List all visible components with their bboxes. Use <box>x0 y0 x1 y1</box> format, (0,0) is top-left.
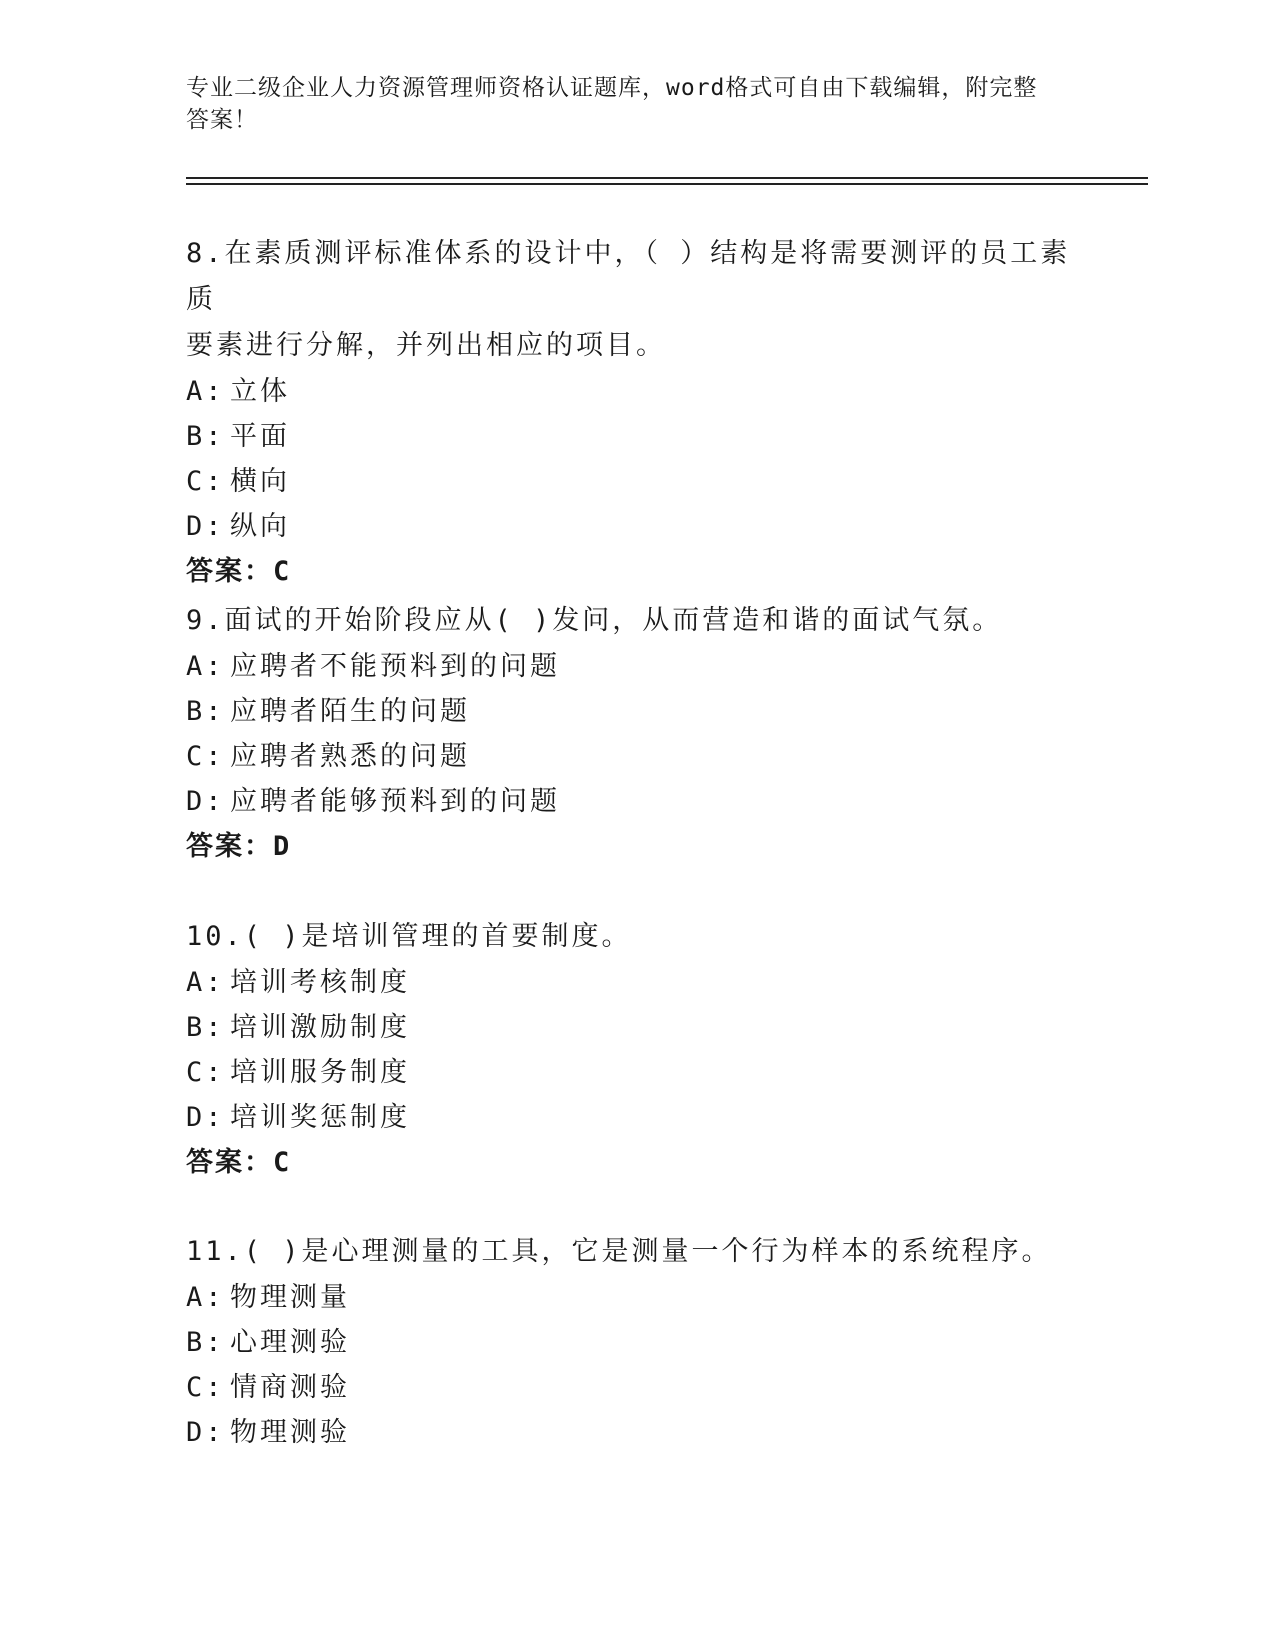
option-letter: C: <box>186 1372 225 1403</box>
option-text: 应聘者能够预料到的问题 <box>230 786 560 817</box>
option-text: 应聘者熟悉的问题 <box>230 741 470 772</box>
option-c <box>186 459 1086 504</box>
option-text: 培训激励制度 <box>230 1012 410 1043</box>
question-10 <box>186 914 1086 1186</box>
option-c <box>186 734 1086 779</box>
option-letter: B: <box>186 1327 225 1358</box>
option-letter: B: <box>186 421 225 452</box>
option-letter: D: <box>186 1102 225 1133</box>
option-d <box>186 504 1086 549</box>
option-letter: A: <box>186 651 225 682</box>
question-11 <box>186 1229 1086 1455</box>
option-a <box>186 369 1086 414</box>
option-letter: C: <box>186 466 225 497</box>
option-b <box>186 414 1086 459</box>
option-text: 横向 <box>230 466 290 497</box>
option-text: 培训奖惩制度 <box>230 1102 410 1133</box>
header-line-1: 专业二级企业人力资源管理师资格认证题库，word格式可自由下载编辑，附完整 <box>186 75 1038 101</box>
answer: 答案：D <box>186 831 292 862</box>
option-b <box>186 689 1086 734</box>
answer: 答案：C <box>186 556 292 587</box>
option-letter: D: <box>186 511 225 542</box>
question-stem: 11.( )是心理测量的工具，它是测量一个行为样本的系统程序。 <box>186 1236 1052 1267</box>
option-letter: D: <box>186 786 225 817</box>
option-c <box>186 1050 1086 1095</box>
option-letter: B: <box>186 1012 225 1043</box>
option-a <box>186 1275 1086 1320</box>
option-a <box>186 960 1086 1005</box>
option-text: 培训考核制度 <box>230 967 410 998</box>
option-b <box>186 1005 1086 1050</box>
answer: 答案：C <box>186 1147 292 1178</box>
option-letter: A: <box>186 1282 225 1313</box>
question-stem: 9.面试的开始阶段应从( )发问，从而营造和谐的面试气氛。 <box>186 605 1003 636</box>
header-divider-top <box>186 177 1148 179</box>
option-letter: D: <box>186 1417 225 1448</box>
option-d <box>186 1410 1086 1455</box>
option-text: 应聘者陌生的问题 <box>230 696 470 727</box>
option-text: 平面 <box>230 421 290 452</box>
question-stem-continued: 要素进行分解，并列出相应的项目。 <box>186 330 666 361</box>
option-b <box>186 1320 1086 1365</box>
header-line-2: 答案！ <box>186 107 258 133</box>
option-letter: A: <box>186 376 225 407</box>
option-text: 立体 <box>230 376 290 407</box>
option-a <box>186 644 1086 689</box>
option-d <box>186 1095 1086 1140</box>
option-text: 情商测验 <box>230 1372 350 1403</box>
option-text: 心理测验 <box>230 1327 350 1358</box>
header-divider-bottom <box>186 183 1148 185</box>
option-text: 培训服务制度 <box>230 1057 410 1088</box>
option-d <box>186 779 1086 824</box>
option-c <box>186 1365 1086 1410</box>
question-8 <box>186 231 1086 595</box>
option-text: 物理测量 <box>230 1282 350 1313</box>
question-9 <box>186 598 1086 870</box>
option-letter: A: <box>186 967 225 998</box>
option-text: 物理测验 <box>230 1417 350 1448</box>
option-letter: B: <box>186 696 225 727</box>
question-stem: 10.( )是培训管理的首要制度。 <box>186 921 632 952</box>
option-text: 纵向 <box>230 511 290 542</box>
document-header <box>186 72 1066 136</box>
option-text: 应聘者不能预料到的问题 <box>230 651 560 682</box>
question-stem: 8.在素质测评标准体系的设计中，（ ）结构是将需要测评的员工素质 <box>186 238 1071 315</box>
option-letter: C: <box>186 1057 225 1088</box>
option-letter: C: <box>186 741 225 772</box>
